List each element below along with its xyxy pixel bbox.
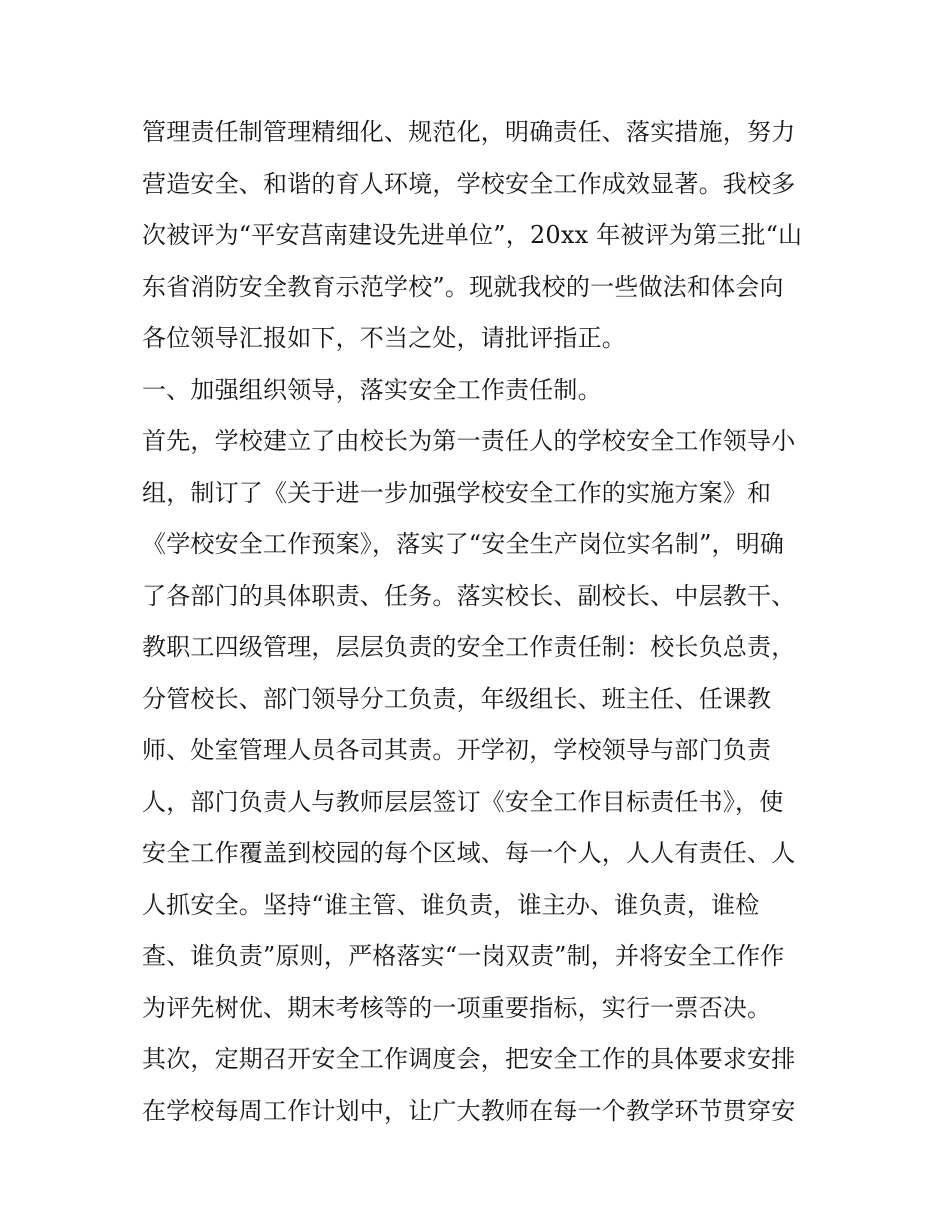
text-line: 查、谁负责”原则，严格落实“一岗双责”制，并将安全工作作 — [142, 942, 785, 970]
text-line: 《学校安全工作预案》，落实了“安全生产岗位实名制”，明确 — [142, 530, 785, 558]
text-line: 安全工作覆盖到校园的每个区域、每一个人，人人有责任、人 — [142, 839, 796, 867]
document-body — [142, 107, 822, 1137]
text-line: 其次，定期召开安全工作调度会，把安全工作的具体要求安排 — [142, 1045, 796, 1073]
text-line: 人，部门负责人与教师层层签订《安全工作目标责任书》，使 — [142, 787, 784, 816]
text-line: 在学校每周工作计划中，让广大教师在每一个教学环节贯穿安 — [142, 1096, 796, 1125]
text-line: 各位领导汇报如下，不当之处，请批评指正。 — [142, 324, 626, 352]
text-line: 组，制订了《关于进一步加强学校安全工作的实施方案》和 — [142, 478, 772, 507]
text-line: 首先，学校建立了由校长为第一责任人的学校安全工作领导小 — [142, 427, 796, 455]
text-line: 人抓安全。坚持“谁主管、谁负责，谁主办、谁负责，谁检 — [142, 890, 760, 919]
text-line: 次被评为“平安莒南建设先进单位”，20xx 年被评为第三批“山 — [142, 221, 803, 249]
text-line: 管理责任制管理精细化、规范化，明确责任、落实措施，努力 — [142, 118, 796, 146]
text-line: 分管校长、部门领导分工负责，年级组长、班主任、任课教 — [142, 684, 772, 713]
text-line: 营造安全、和谐的育人环境，学校安全工作成效显著。我校多 — [142, 169, 796, 198]
text-line: 师、处室管理人员各司其责。开学初，学校领导与部门负责 — [142, 736, 772, 764]
text-line: 东省消防安全教育示范学校”。现就我校的一些做法和体会向 — [142, 272, 784, 301]
text-line: 为评先树优、期末考核等的一项重要指标，实行一票否决。 — [142, 993, 772, 1022]
text-line: 了各部门的具体职责、任务。落实校长、副校长、中层教干、 — [142, 581, 796, 610]
section-heading: 一、加强组织领导，落实安全工作责任制。 — [142, 375, 602, 404]
text-line: 教职工四级管理，层层负责的安全工作责任制：校长负总责， — [142, 633, 796, 661]
